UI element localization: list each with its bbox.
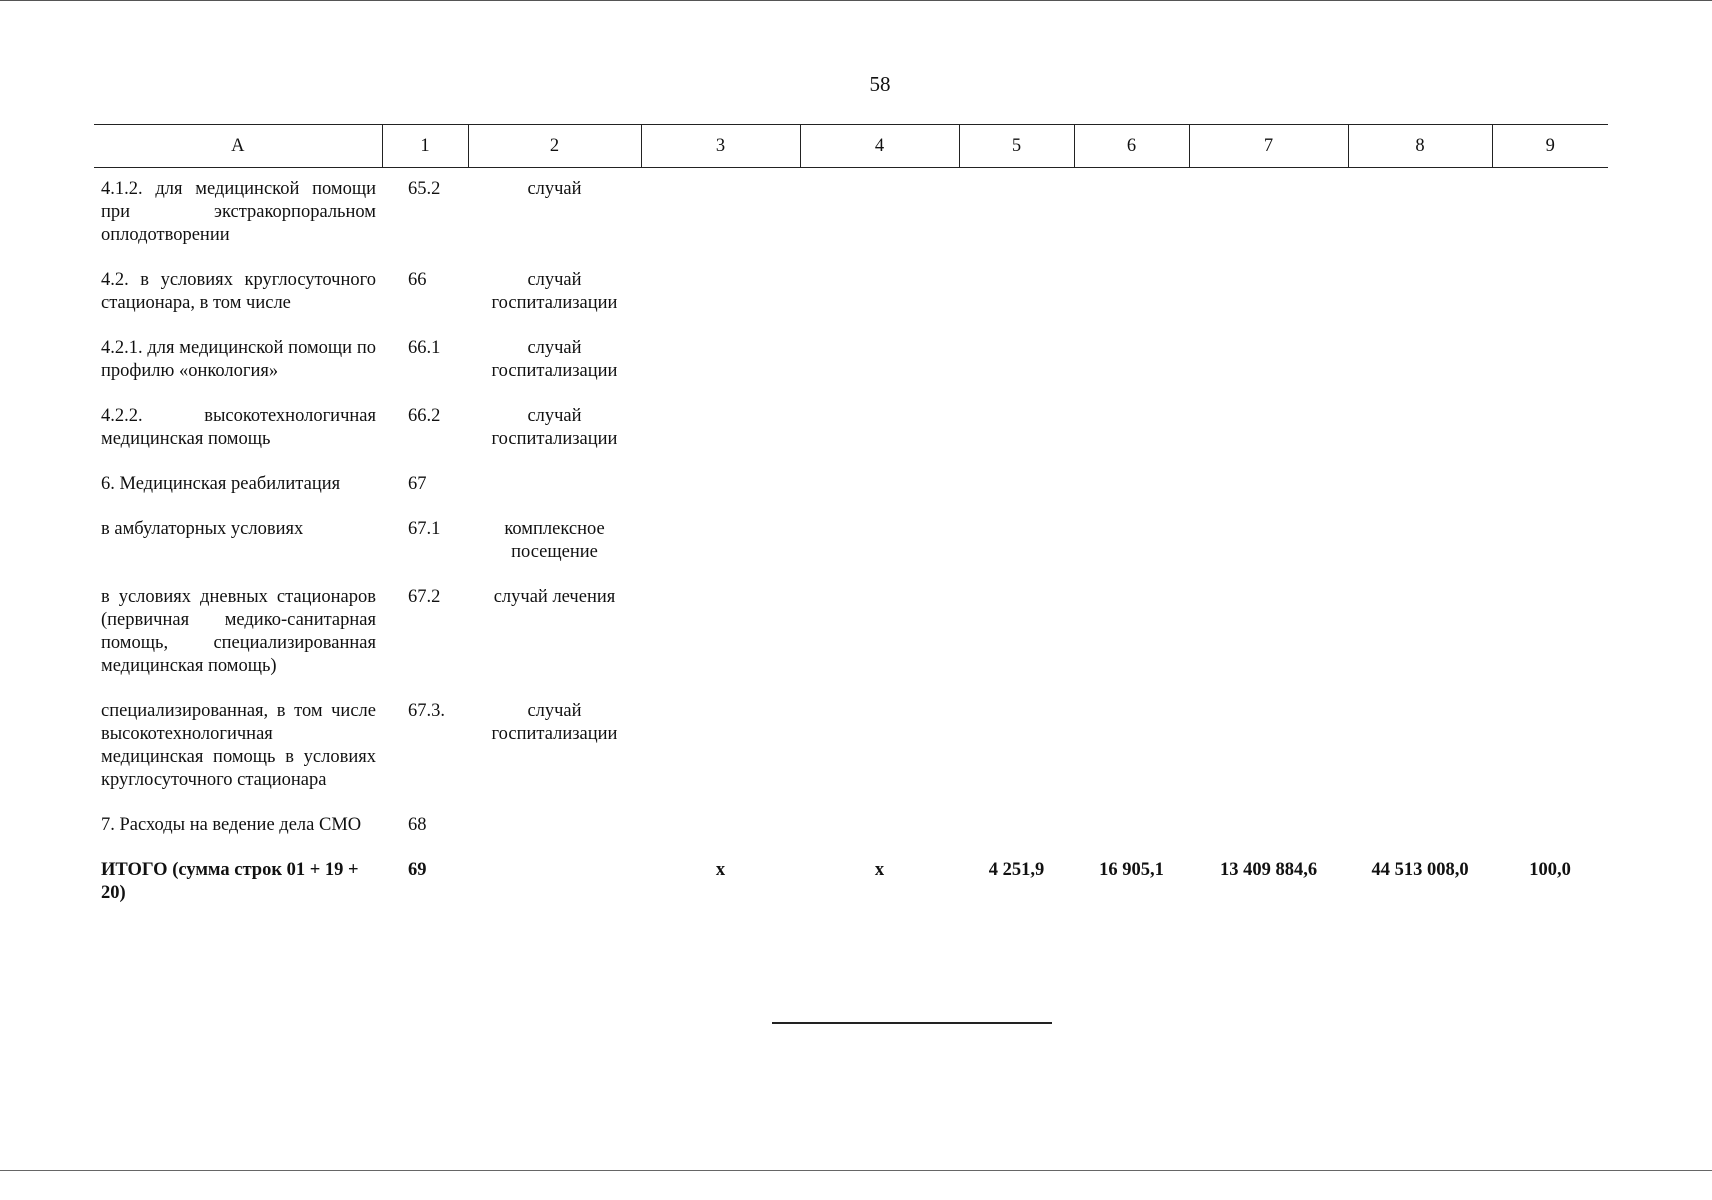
row-name: 6. Медицинская реабилитация [101,474,341,494]
total-col-3: х [715,860,726,880]
row-unit: комплексное посещение [504,519,605,562]
row-name: 4.2.2. высокотехнологичная медицинская помощь [101,406,376,449]
header-cell: А [94,125,382,168]
total-col-9: 100,0 [1529,860,1571,880]
row-code: 66.2 [408,406,441,426]
total-unit [468,859,641,927]
row-name: 7. Расходы на ведение дела СМО [101,815,362,835]
row-name: в амбулаторных условиях [101,519,304,539]
row-code: 67.1 [408,519,441,539]
row-unit: случай [527,179,582,199]
header-cell: 9 [1492,125,1608,168]
row-name: в условиях дневных стационаров (первичная медико-санитарная помощь, специализированная медицинская помощь) [101,587,376,676]
row-code: 67.3. [408,701,445,721]
row-code: 67.2 [408,587,441,607]
total-code: 69 [408,860,427,880]
row-code: 65.2 [408,179,441,199]
table-row [94,700,1608,814]
row-code: 67 [408,474,427,494]
table-row [94,337,1608,405]
header-cell: 8 [1348,125,1492,168]
row-unit: случай госпитализации [491,701,618,744]
header-cell: 2 [468,125,641,168]
total-col-6: 16 905,1 [1099,860,1164,880]
table-row [94,586,1608,700]
row-name: 4.2. в условиях круглосуточного стационара, в том числе [101,270,376,313]
row-name: 4.1.2. для медицинской помощи при экстракорпоральном оплодотворении [101,179,376,245]
table-row [94,269,1608,337]
row-code: 66 [408,270,427,290]
data-table [94,124,1608,927]
row-unit [468,814,641,859]
scan-edge-bottom [0,1170,1712,1171]
header-row [94,125,1608,168]
scan-edge-top [0,0,1712,1]
row-unit [468,473,641,518]
total-col-4: х [874,860,885,880]
page-number: 58 [869,72,891,96]
total-row [94,859,1608,927]
header-cell: 4 [800,125,959,168]
row-name: специализированная, в том числе высокотехнологичная медицинская помощь в условиях круглосуточного стационара [101,701,376,790]
total-col-7: 13 409 884,6 [1219,860,1318,880]
table-row [94,473,1608,518]
row-code: 66.1 [408,338,441,358]
total-col-8: 44 513 008,0 [1371,860,1469,880]
header-cell: 5 [959,125,1074,168]
table-row [94,168,1608,270]
header-cell: 6 [1074,125,1189,168]
row-unit: случай госпитализации [491,270,618,313]
end-of-document-rule [772,1022,1052,1024]
row-name: 4.2.1. для медицинской помощи по профилю «онкология» [101,338,376,381]
row-unit: случай госпитализации [491,406,618,449]
row-code: 68 [408,815,427,835]
header-cell: 1 [382,125,468,168]
row-unit: случай лечения [493,587,616,607]
row-unit: случай госпитализации [491,338,618,381]
header-cell: 3 [641,125,800,168]
total-name: ИТОГО (сумма строк 01 + 19 + 20) [101,860,359,903]
header-cell: 7 [1189,125,1348,168]
total-col-5: 4 251,9 [988,860,1045,880]
table-row [94,518,1608,586]
table-row [94,405,1608,473]
table-row [94,814,1608,859]
